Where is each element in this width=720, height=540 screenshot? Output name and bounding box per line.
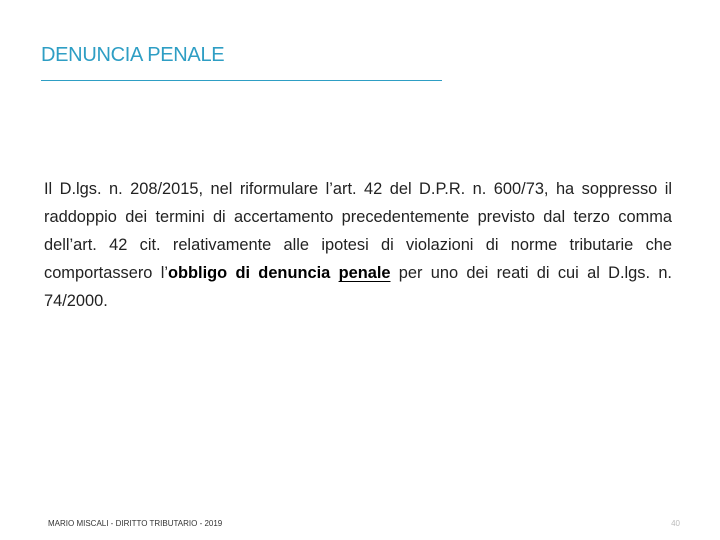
body-text-part1: Il D.lgs. n. 208/2015, nel riformulare l’art. 42 del D.P.R. n. 600/73, ha soppresso il raddoppio dei termini di accertamento precedentemente previsto dal terzo comma dell’art. 42 cit. relativamente alle ipotesi di violazioni di norme tributarie che comportassero l’ (44, 180, 672, 282)
body-text-part2: per uno dei reati di cui al D.lgs. n. 74/2000. (44, 264, 672, 310)
emphasis-obbligo-di-denuncia: obbligo di denuncia (167, 264, 331, 282)
title-underline (41, 80, 442, 81)
emphasis-penale: penale (338, 264, 391, 282)
body-paragraph (44, 175, 672, 315)
footer-author: MARIO MISCALI - DIRITTO TRIBUTARIO - 2019 (48, 519, 223, 528)
page-number: 40 (671, 519, 680, 528)
body-space (330, 264, 338, 282)
slide-title: DENUNCIA PENALE (41, 44, 225, 66)
